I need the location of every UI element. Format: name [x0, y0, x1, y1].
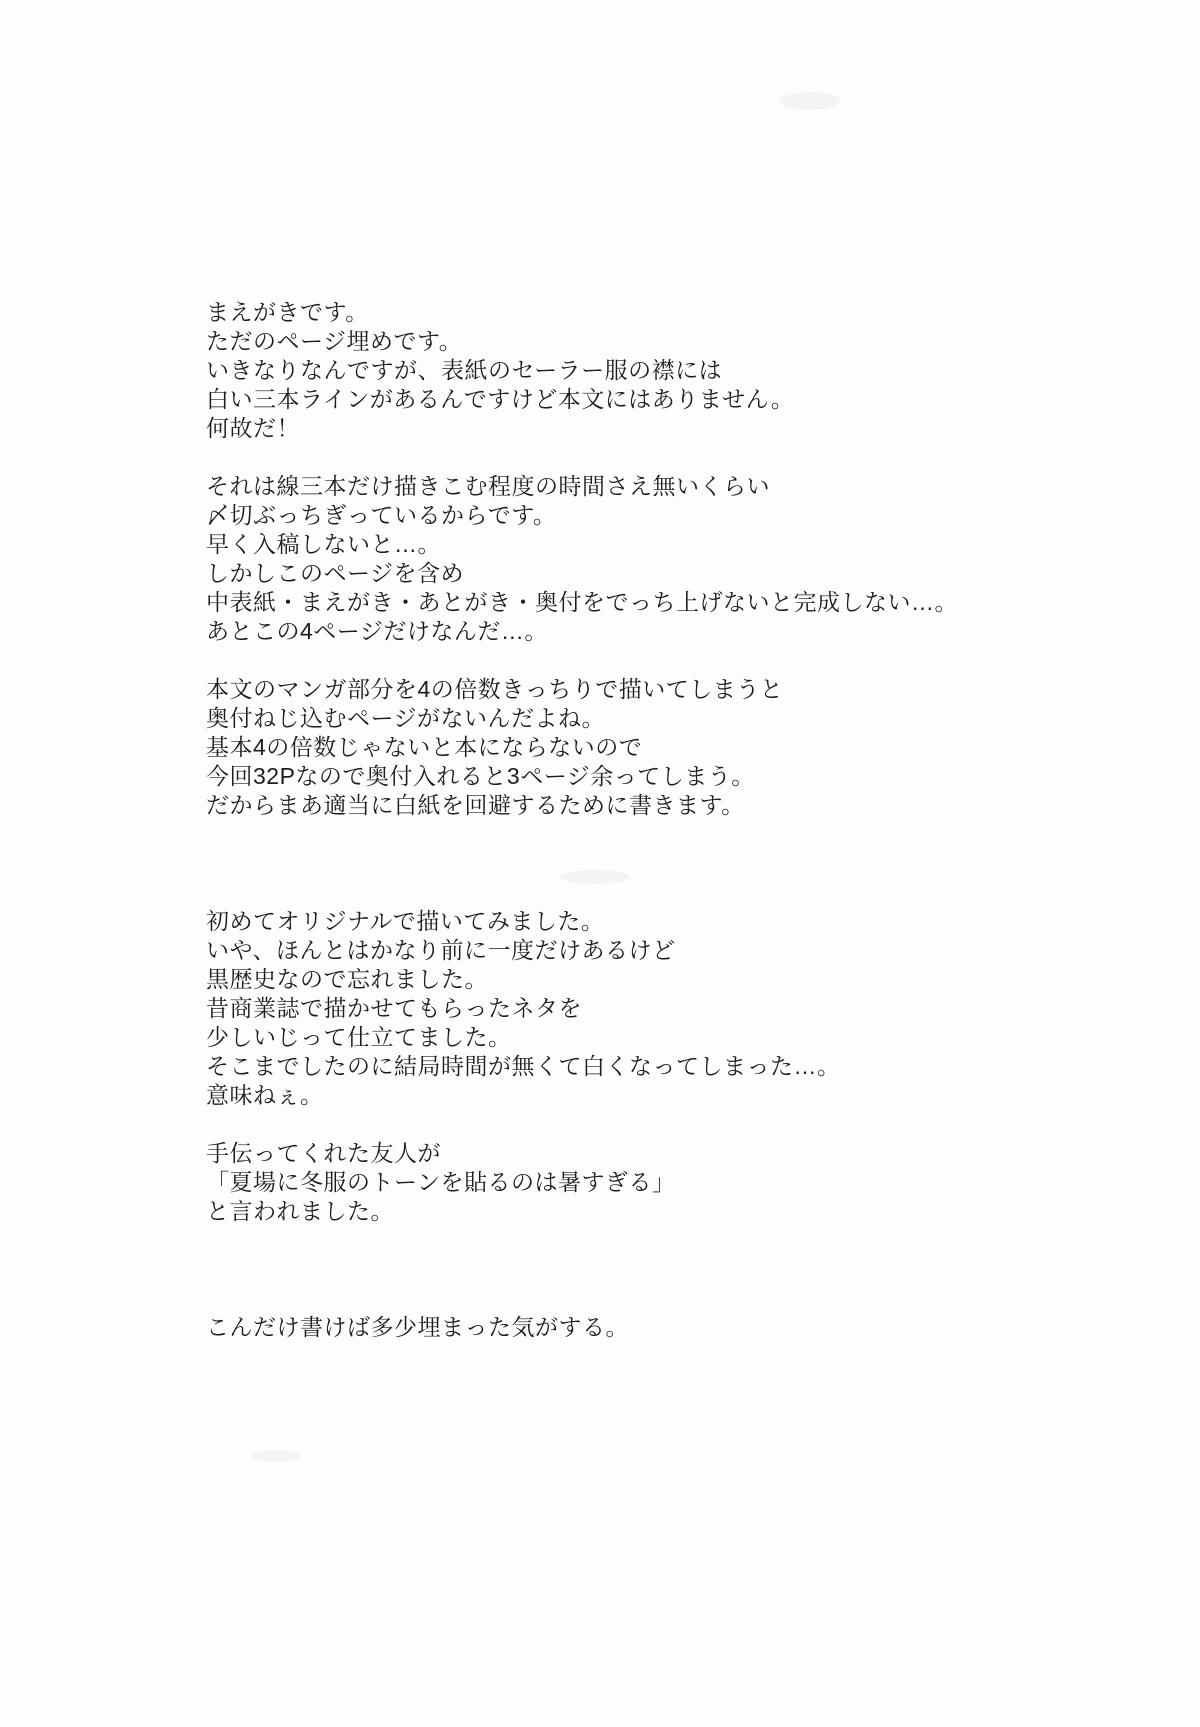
scan-smudge — [780, 92, 840, 110]
text-line: 奥付ねじ込むページがないんだよね。 — [206, 705, 606, 731]
text-line: だからまあ適当に白紙を回避するために書きます。 — [206, 792, 745, 818]
text-line — [206, 849, 1066, 878]
preface-text-block — [206, 298, 1066, 1342]
text-line: しかしこのページを含め — [206, 560, 465, 586]
text-line: 何故だ！ — [206, 415, 300, 441]
text-line: いきなりなんですが、表紙のセーラー服の襟には — [206, 357, 723, 383]
text-line: 本文のマンガ部分を4の倍数きっちりで描いてしまうと — [206, 676, 784, 702]
text-line — [206, 443, 1066, 472]
text-line: 手伝ってくれた友人が — [206, 1140, 441, 1166]
text-line: 初めてオリジナルで描いてみました。 — [206, 908, 605, 934]
text-line: 意味ねぇ。 — [206, 1082, 324, 1108]
text-line: まえがきです。 — [206, 299, 369, 325]
text-line: 〆切ぶっちぎっているからです。 — [206, 502, 557, 528]
text-line: こんだけ書けば多少埋まった気がする。 — [206, 1314, 629, 1340]
text-line: 少しいじって仕立てました。 — [206, 1024, 512, 1050]
text-line — [206, 646, 1066, 675]
text-line: 白い三本ラインがあるんですけど本文にはありません。 — [206, 386, 795, 412]
text-line — [206, 1255, 1066, 1284]
text-line — [206, 1284, 1066, 1313]
text-line: 「夏場に冬服のトーンを貼るのは暑すぎる」 — [206, 1169, 676, 1195]
text-line: と言われました。 — [206, 1198, 394, 1224]
text-line: 早く入稿しないと…。 — [206, 531, 441, 557]
text-line — [206, 1226, 1066, 1255]
text-line: いや、ほんとはかなり前に一度だけあるけど — [206, 937, 676, 963]
text-line — [206, 1110, 1066, 1139]
text-line: あとこの4ページだけなんだ…。 — [206, 618, 548, 644]
text-line: そこまでしたのに結局時間が無くて白くなってしまった…。 — [206, 1053, 841, 1079]
text-line: 中表紙・まえがき・あとがき・奥付をでっち上げないと完成しない…。 — [206, 589, 958, 615]
text-line — [206, 820, 1066, 849]
text-line: 基本4の倍数じゃないと本にならないので — [206, 734, 643, 760]
text-line: 今回32Pなので奥付入れると3ページ余ってしまう。 — [206, 763, 755, 789]
text-line: ただのページ埋めです。 — [206, 328, 463, 354]
text-line: 昔商業誌で描かせてもらったネタを — [206, 995, 582, 1021]
text-line: 黒歴史なので忘れました。 — [206, 966, 488, 992]
text-line: それは線三本だけ描きこむ程度の時間さえ無いくらい — [206, 473, 770, 499]
text-line — [206, 878, 1066, 907]
scan-smudge — [250, 1450, 300, 1462]
